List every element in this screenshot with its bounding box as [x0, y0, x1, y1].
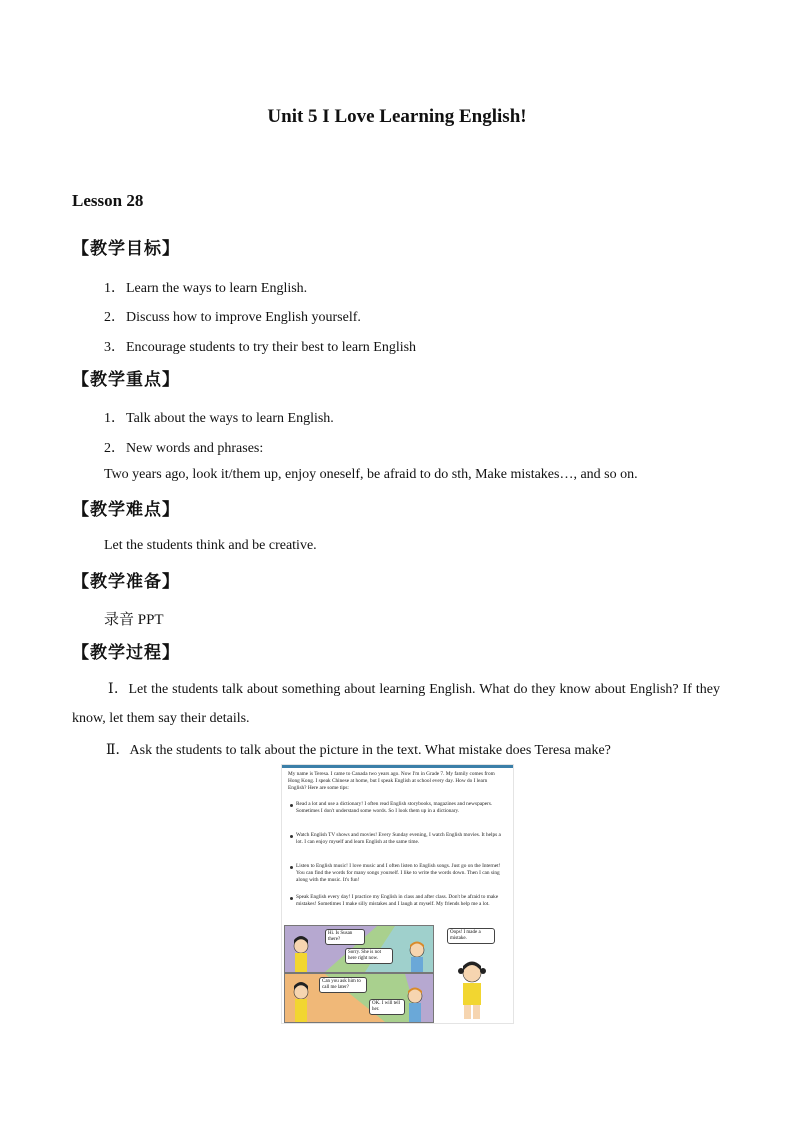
excerpt-tip: Watch English TV shows and movies! Every Sunday evening, I watch English movies. It helps a lot. I can enjoy myself and learn English at the same time.: [296, 832, 501, 845]
speech-bubble: Hi. Is Susan there?: [325, 929, 365, 945]
item-text: Encourage students to try their best to learn English: [126, 340, 417, 355]
speech-bubble: Can you ask him to call me later?: [319, 977, 367, 993]
comic-panel-bottom: [284, 973, 434, 1023]
speech-bubble: Oops! I made a mistake.: [447, 928, 495, 944]
bullet: [290, 804, 293, 807]
objective-item: [104, 336, 416, 356]
objective-item: [104, 306, 361, 326]
lesson-label: Lesson 28: [72, 191, 144, 210]
item-text: Discuss how to improve English yourself.: [126, 310, 361, 325]
item-number: 2．: [104, 441, 125, 456]
objectives-heading: 【教学目标】: [72, 239, 180, 259]
difficulties-heading: 【教学难点】: [72, 500, 180, 520]
process-step-2: Ⅱ．Ask the students to talk about the picture in the text. What mistake does Teresa make?: [106, 743, 611, 758]
preparation-text: 录音 PPT: [104, 612, 164, 628]
difficulties-text: Let the students think and be creative.: [104, 538, 317, 553]
item-text: New words and phrases:: [126, 441, 264, 456]
item-number: 1．: [104, 411, 125, 426]
phrases-line: Two years ago, look it/them up, enjoy oneself, be afraid to do sth, Make mistakes…, and so on.: [104, 467, 638, 482]
key-point-item: [104, 407, 334, 427]
accent-bar: [282, 765, 513, 768]
process-heading: 【教学过程】: [72, 643, 180, 663]
key-points-heading: 【教学重点】: [72, 370, 180, 390]
bullet: [290, 897, 293, 900]
item-text: Learn the ways to learn English.: [126, 281, 308, 296]
excerpt-tip: Listen to English music! I love music and I often listen to English songs. Just go on the Internet! You can find the words for many songs yourself. I like to write the words down. Then I can sing along with the music. It's fun!: [296, 863, 501, 883]
textbook-excerpt-image: [281, 764, 514, 1024]
item-number: 2．: [104, 310, 125, 325]
bullet: [290, 866, 293, 869]
excerpt-tip: Read a lot and use a dictionary! I often read English storybooks, magazines and newspapers. Sometimes I don't understand some words. So I look them up in a dictionary.: [296, 801, 493, 814]
bullet: [290, 835, 293, 838]
girl-figure: [452, 957, 492, 1021]
excerpt-tip: Speak English every day! I practice my English in class and after class. Don't be afraid to make mistakes! Sometimes I make silly mistakes and I laugh at myself. My friends help me a lot.: [296, 894, 499, 907]
comic-panel-top: [284, 925, 434, 973]
item-text: Talk about the ways to learn English.: [126, 411, 334, 426]
excerpt-intro: My name is Teresa. I came to Canada two years ago. Now I'm in Grade 7. My family comes from Hong Kong. I speak Chinese at home, but I speak English at school every day. How do I learn English? Here are some tips:: [288, 771, 495, 791]
process-step-1: Ⅰ．Let the students talk about something about learning English. What do they know about English? If they know, let them say their details.: [72, 682, 720, 726]
item-number: 3．: [104, 340, 125, 355]
speech-bubble: OK. I will tell her.: [369, 999, 405, 1015]
item-number: 1．: [104, 281, 125, 296]
document-title: Unit 5 I Love Learning English!: [267, 106, 527, 127]
objective-item: [104, 277, 307, 297]
preparation-heading: 【教学准备】: [72, 572, 180, 592]
speech-bubble: Sorry. She is not here right now.: [345, 948, 393, 964]
key-point-item: [104, 437, 263, 457]
